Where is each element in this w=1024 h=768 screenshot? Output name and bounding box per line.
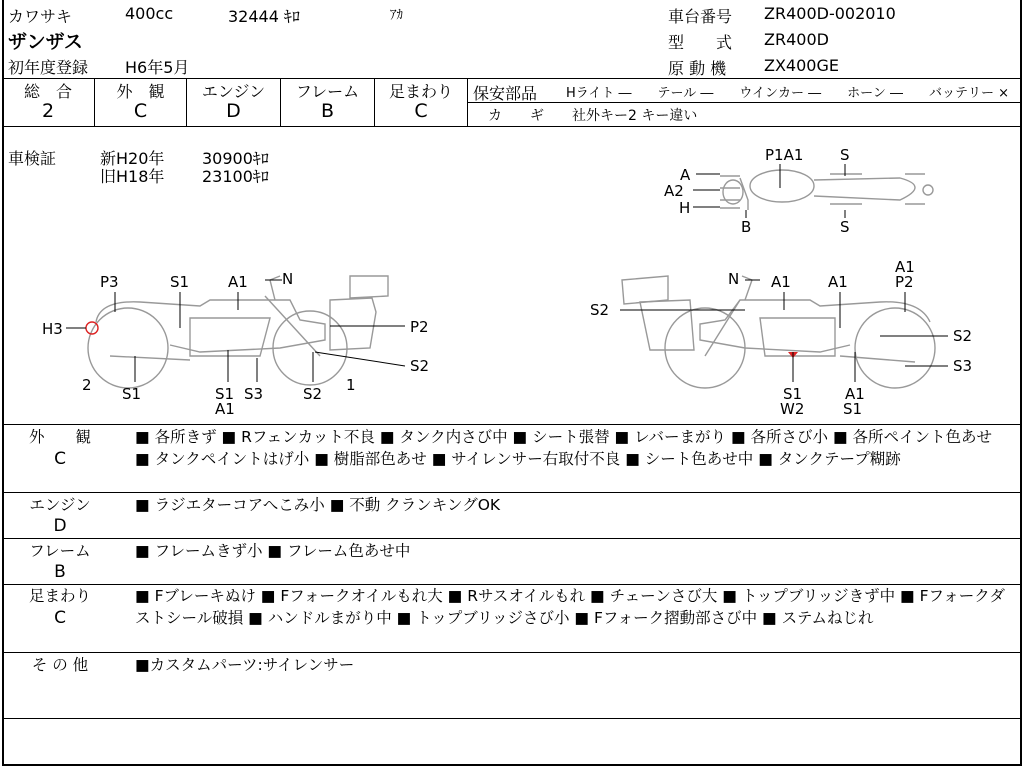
divider	[2, 424, 1022, 425]
divider	[467, 78, 468, 126]
tv-label: B	[741, 218, 752, 236]
note-exterior-text: ■ 各所きず ■ Rフェンカット不良 ■ タンク内さび中 ■ シート張替 ■ レバーまがり ■ 各所さび小 ■ 各所ペイント色あせ ■ タンクペイントはげ小 ■ 樹脂部色あせ ■ サイレンサー右取付不良 ■ シート色あせ中 ■ タンクテープ糊跡	[135, 428, 993, 468]
rs-label: A1	[895, 258, 915, 276]
inspection-old-era: 旧H18年	[100, 167, 165, 186]
grade-suspension-value: C	[414, 100, 428, 122]
first-registration-label: 初年度登録	[8, 58, 89, 77]
frame-no-label: 車台番号	[668, 7, 733, 26]
note-exterior-grade: C	[54, 449, 66, 469]
key-info: カ ギ 社外キー2 キー違い	[488, 108, 698, 124]
top-view-bike	[720, 170, 933, 210]
ls-label: S3	[244, 385, 264, 403]
tv-label: S	[840, 146, 850, 164]
safety-label: 保安部品	[473, 84, 538, 103]
rs-label: A1	[828, 273, 848, 291]
rs-label: A1	[771, 273, 791, 291]
rs-label: S1	[843, 400, 863, 418]
model-name: ザンザス	[8, 31, 83, 53]
frame-no: ZR400D-002010	[764, 4, 896, 23]
inspection-new-km: 30900ｷﾛ	[202, 149, 269, 168]
ls-label: S2	[410, 357, 430, 375]
grade-exterior-value: C	[133, 100, 148, 122]
ls-label: S2	[303, 385, 323, 403]
grade-engine-value: D	[226, 100, 241, 122]
first-registration-value: H6年5月	[125, 58, 190, 77]
type-label: 型 式	[668, 33, 733, 52]
rs-label: S1	[783, 385, 803, 403]
grade-frame-value: B	[320, 100, 335, 122]
tv-label: S	[840, 218, 850, 236]
note-frame-grade: B	[54, 562, 66, 582]
note-engine-grade: D	[53, 516, 67, 536]
ls-label: S1	[215, 385, 235, 403]
tv-label: H	[679, 199, 691, 217]
grade-overall-value: 2	[41, 100, 55, 122]
inspection-old-km: 23100ｷﾛ	[202, 167, 269, 186]
note-other-text: ■カスタムパーツ:サイレンサー	[135, 656, 355, 674]
tv-label: A2	[664, 182, 684, 200]
grade-overall-label: 総 合	[23, 82, 72, 101]
grade-exterior-label: 外 観	[116, 82, 165, 101]
ls-label: P2	[410, 318, 429, 336]
ls-label: 2	[82, 376, 92, 394]
note-frame-text: ■ フレームきず小 ■ フレーム色あせ中	[135, 542, 411, 560]
rs-label: N	[728, 270, 740, 288]
inspection-label: 車検証	[8, 149, 57, 168]
safety-items: Hライト ― テール ― ウインカー ― ホーン ― バッテリー ×	[566, 86, 1010, 101]
tv-label: P1A1	[765, 146, 804, 164]
mileage: 32444 ｷﾛ	[228, 7, 300, 26]
inspection-new-era: 新H20年	[100, 149, 165, 168]
rs-label: S2	[590, 301, 610, 319]
displacement: 400cc	[125, 4, 174, 23]
rs-label: S3	[953, 357, 973, 375]
grade-frame-label: フレーム	[295, 82, 360, 101]
rs-label: P2	[895, 273, 914, 291]
divider	[2, 652, 1022, 653]
rs-label: S2	[953, 327, 973, 345]
note-suspension-grade: C	[54, 608, 66, 628]
ls-label: N	[282, 270, 294, 288]
right-side-bike	[622, 276, 935, 388]
ls-label: H3	[42, 320, 63, 338]
rs-label: A1	[845, 385, 865, 403]
ls-label: S1	[122, 385, 142, 403]
note-engine-text: ■ ラジエターコアへこみ小 ■ 不動 クランキングOK	[135, 496, 501, 514]
grade-engine-label: エンジン	[201, 82, 266, 101]
divider	[2, 718, 1022, 719]
ls-label: A1	[215, 400, 235, 418]
note-exterior-label: 外 観	[28, 428, 91, 446]
tv-label: A	[680, 166, 691, 184]
note-suspension-text: ■ Fブレーキぬけ ■ Fフォークオイルもれ大 ■ Rサスオイルもれ ■ チェーンさび大 ■ トップブリッジきず中 ■ Fフォークダストシール破損 ■ ハンドルまがり中 ■ トップブリッジさび小 ■ Fフォーク摺動部さび中 ■ ステムねじれ	[135, 587, 1005, 627]
note-other-label: そ の 他	[31, 656, 89, 674]
divider	[2, 538, 1022, 539]
ls-label: P3	[100, 273, 119, 291]
divider	[2, 492, 1022, 493]
divider	[468, 102, 1020, 103]
damage-diagram	[0, 128, 1024, 424]
engine-label: 原 動 機	[668, 59, 727, 78]
rs-label: W2	[780, 400, 805, 418]
ls-label: A1	[228, 273, 248, 291]
engine-value: ZX400GE	[764, 56, 839, 75]
note-frame-label: フレーム	[29, 542, 91, 560]
divider	[2, 126, 1022, 127]
type-value: ZR400D	[764, 30, 829, 49]
note-suspension-label: 足まわり	[28, 587, 91, 605]
maker: カワサキ	[8, 7, 73, 26]
ls-label: S1	[170, 273, 190, 291]
ls-label: 1	[346, 376, 356, 394]
note-engine-label: エンジン	[29, 496, 91, 514]
color: ｱｶ	[390, 8, 403, 23]
grade-suspension-label: 足まわり	[388, 82, 453, 101]
